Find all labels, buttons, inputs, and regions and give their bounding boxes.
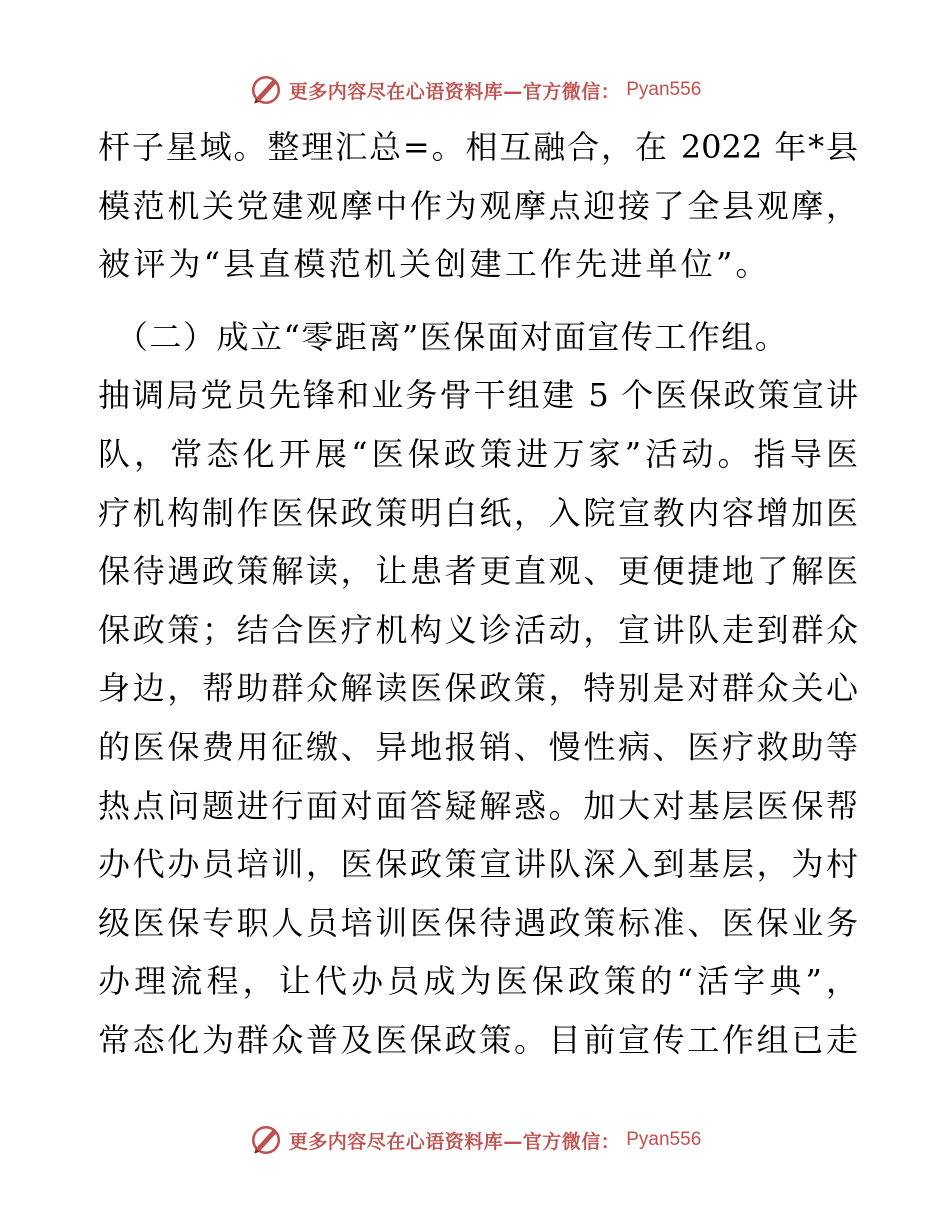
document-body (98, 118, 858, 1070)
pen-circle-logo-icon (249, 1123, 283, 1157)
paragraph-1 (98, 118, 858, 294)
text-line: 级医保专职人员培训医保待遇政策标准、医保业务 (98, 903, 858, 942)
watermark-wechat-id: Pyan556 (626, 1129, 702, 1150)
text-line: 保政策；结合医疗机构义诊活动，宣讲队走到群众 (98, 610, 858, 649)
paragraph-gap (98, 294, 858, 308)
paragraph-2 (98, 308, 858, 1070)
text-line: 办理流程，让代办员成为医保政策的“活字典”， (98, 962, 858, 1001)
watermark-text: 更多内容尽在心语资料库—官方微信： (288, 1130, 621, 1153)
watermark-text: 更多内容尽在心语资料库—官方微信： (288, 80, 621, 103)
text-line: 疗机构制作医保政策明白纸，入院宣教内容增加医 (98, 493, 858, 532)
text-line: 保待遇政策解读，让患者更直观、更便捷地了解医 (98, 552, 858, 591)
text-line: 模范机关党建观摩中作为观摩点迎接了全县观摩， (98, 186, 858, 225)
text-line: 队，常态化开展“医保政策进万家”活动。指导医 (98, 434, 858, 473)
pen-circle-logo-icon (249, 73, 283, 107)
watermark-wechat-id: Pyan556 (626, 79, 702, 100)
text-line: 办代办员培训，医保政策宣讲队深入到基层，为村 (98, 845, 858, 884)
text-line: 杆子星域。整理汇总=。相互融合，在 2022 年*县 (98, 128, 858, 166)
header-watermark (0, 72, 950, 108)
text-line: 热点问题进行面对面答疑解惑。加大对基层医保帮 (98, 786, 858, 825)
text-line: 常态化为群众普及医保政策。目前宣传工作组已走 (98, 1020, 858, 1059)
text-line: 被评为“县直模范机关创建工作先进单位”。 (98, 245, 771, 284)
text-line: 抽调局党员先锋和业务骨干组建 5 个医保政策宣讲 (98, 376, 858, 415)
text-line: 的医保费用征缴、异地报销、慢性病、医疗救助等 (98, 727, 858, 766)
footer-watermark (0, 1122, 950, 1158)
section-heading: （二）成立“零距离”医保面对面宣传工作组。 (116, 317, 789, 356)
text-line: 身边，帮助群众解读医保政策，特别是对群众关心 (98, 669, 858, 708)
